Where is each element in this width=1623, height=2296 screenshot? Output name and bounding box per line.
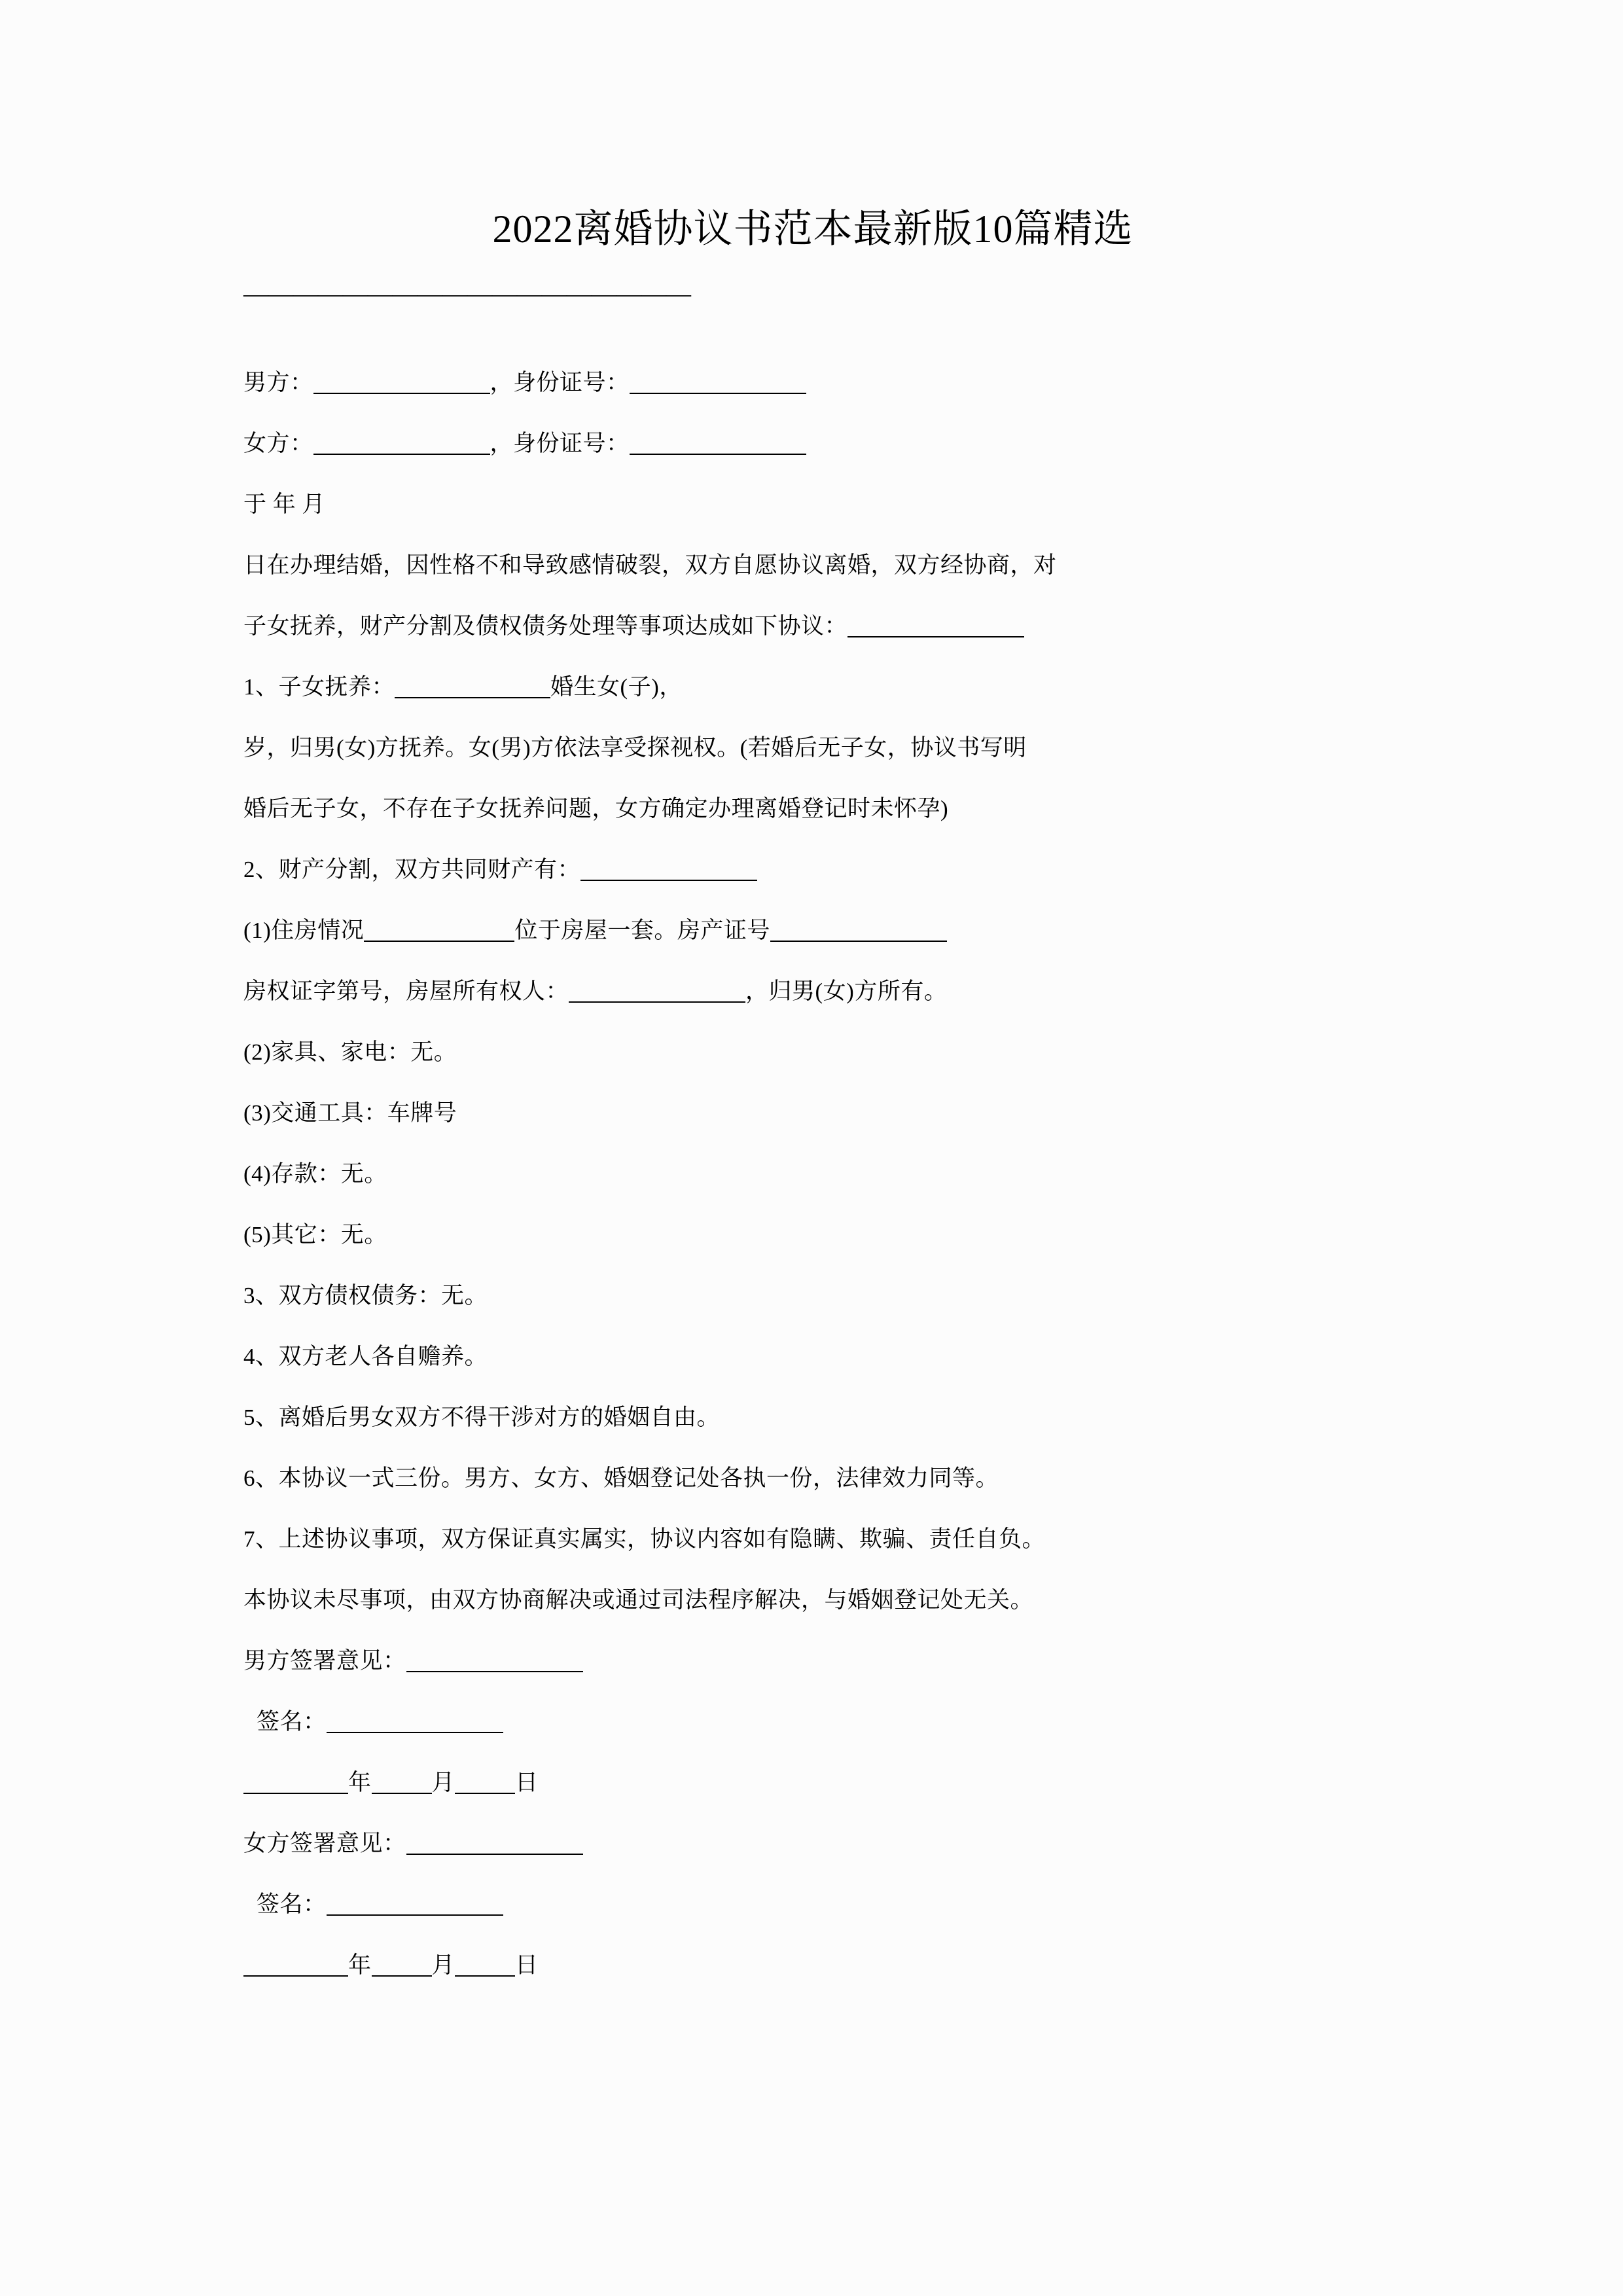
female-party-label: 女方： <box>243 431 313 456</box>
clause-2-4-line: (4)存款：无。 <box>243 1161 387 1187</box>
clause-2-3-line: (3)交通工具：车牌号 <box>243 1100 457 1126</box>
male-signature-name-line <box>243 1691 1382 1752</box>
male-signature-date-line <box>243 1752 1382 1813</box>
clause-1-line-3: 婚后无子女，不存在子女抚养问题，女方确定办理离婚登记时未怀孕) <box>243 796 949 821</box>
female-signature-name-line <box>243 1874 1382 1935</box>
male-date-day-label: 日 <box>515 1770 539 1795</box>
housing-cert-blank[interactable] <box>770 921 947 942</box>
male-party-label: 男方： <box>243 370 313 395</box>
clause-2-2-line: (2)家具、家电：无。 <box>243 1039 457 1065</box>
clause-2-label: 2、财产分割，双方共同财产有： <box>243 857 581 882</box>
male-date-year-label: 年 <box>348 1770 372 1795</box>
clause-2-1-line-2 <box>243 961 1382 1022</box>
clause-7-line-1: 7、上述协议事项，双方保证真实属实，协议内容如有隐瞒、欺骗、责任自负。 <box>243 1526 1046 1552</box>
male-signature-opinion-blank[interactable] <box>406 1651 583 1672</box>
female-date-month-label: 月 <box>431 1952 455 1978</box>
document-body <box>243 352 1382 1996</box>
clause-7-line-2: 本协议未尽事项，由双方协商解决或通过司法程序解决，与婚姻登记处无关。 <box>243 1587 1034 1613</box>
housing-location-blank[interactable] <box>364 921 514 942</box>
preamble-line-2-text: 子女抚养，财产分割及债权债务处理等事项达成如下协议： <box>243 613 848 639</box>
male-date-month-blank[interactable] <box>372 1773 432 1794</box>
clause-2-1-mid: 位于房屋一套。房产证号 <box>514 918 770 943</box>
clause-2-1-owner-label: 房权证字第号，房屋所有权人： <box>243 978 569 1004</box>
clause-2-line <box>243 839 1382 900</box>
male-date-day-blank[interactable] <box>455 1773 515 1794</box>
male-signature-name-label: 签名： <box>257 1709 327 1734</box>
female-id-blank[interactable] <box>630 434 806 455</box>
female-signature-name-blank[interactable] <box>327 1895 503 1916</box>
marriage-date-line: 于 年 月 <box>243 492 326 517</box>
female-signature-opinion-label: 女方签署意见： <box>243 1831 406 1856</box>
female-date-day-label: 日 <box>515 1952 539 1978</box>
female-date-month-blank[interactable] <box>372 1956 432 1977</box>
clause-2-5-line: (5)其它：无。 <box>243 1222 387 1247</box>
title-divider: —————————————————— <box>243 280 691 308</box>
clause-2-property-blank[interactable] <box>580 860 757 881</box>
female-date-day-blank[interactable] <box>455 1956 515 1977</box>
female-date-year-blank[interactable] <box>243 1956 348 1977</box>
preamble-blank[interactable] <box>847 617 1024 637</box>
male-signature-name-blank[interactable] <box>327 1712 503 1733</box>
female-party-name-blank[interactable] <box>313 434 490 455</box>
clause-6-line: 6、本协议一式三份。男方、女方、婚姻登记处各执一份，法律效力同等。 <box>243 1465 999 1491</box>
clause-1-child-blank[interactable] <box>395 677 550 698</box>
male-party-line <box>243 352 1382 413</box>
female-signature-name-label: 签名： <box>257 1892 327 1917</box>
clause-4-line: 4、双方老人各自赡养。 <box>243 1344 488 1369</box>
male-signature-opinion-line <box>243 1630 1382 1691</box>
female-signature-opinion-line <box>243 1813 1382 1874</box>
preamble-line-2 <box>243 596 1382 656</box>
clause-1-label: 1、子女抚养： <box>243 674 395 700</box>
male-id-blank[interactable] <box>630 373 806 394</box>
clause-1-line-2: 岁，归男(女)方抚养。女(男)方依法享受探视权。(若婚后无子女，协议书写明 <box>243 735 1027 761</box>
female-party-line <box>243 413 1382 474</box>
clause-2-1-line-1 <box>243 900 1382 961</box>
clause-5-line: 5、离婚后男女双方不得干涉对方的婚姻自由。 <box>243 1405 721 1430</box>
female-signature-date-line <box>243 1935 1382 1996</box>
male-date-month-label: 月 <box>431 1770 455 1795</box>
male-signature-opinion-label: 男方签署意见： <box>243 1648 406 1674</box>
male-id-label: ，身份证号： <box>490 370 630 395</box>
female-signature-opinion-blank[interactable] <box>406 1834 583 1855</box>
preamble-line-1: 日在办理结婚，因性格不和导致感情破裂，双方自愿协议离婚，双方经协商，对 <box>243 552 1057 578</box>
clause-1-suffix: 婚生女(子)， <box>550 674 683 700</box>
clause-3-line: 3、双方债权债务：无。 <box>243 1283 488 1308</box>
housing-owner-blank[interactable] <box>569 982 745 1003</box>
male-date-year-blank[interactable] <box>243 1773 348 1794</box>
female-id-label: ，身份证号： <box>490 431 630 456</box>
clause-2-1-owner-suffix: ，归男(女)方所有。 <box>745 978 948 1004</box>
clause-2-1-label: (1)住房情况 <box>243 918 365 943</box>
clause-1-line-1 <box>243 656 1382 717</box>
page-title: 2022离婚协议书范本最新版10篇精选 <box>492 207 1133 251</box>
female-date-year-label: 年 <box>348 1952 372 1978</box>
male-party-name-blank[interactable] <box>313 373 490 394</box>
